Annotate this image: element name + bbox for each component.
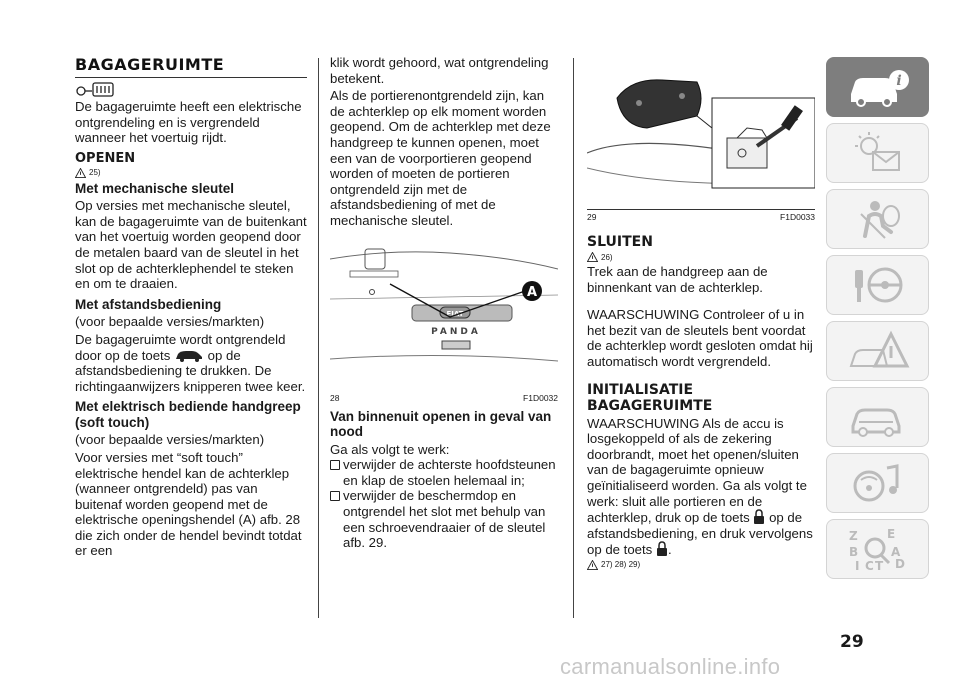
sluiten-warning: WAARSCHUWING Controleer of u in het bezit van de sleutels bent voordat de achterklep wordt gesloten omdat hij automatisch wordt vergrendeld.	[587, 307, 813, 369]
alphabet-index-icon	[843, 526, 913, 572]
warning-icon	[587, 252, 598, 262]
list-item	[330, 457, 558, 488]
figure-number: 29	[587, 212, 597, 222]
section-title-initialisatie: INITIALISATIE BAGAGERUIMTE	[587, 381, 713, 414]
figure-29	[587, 58, 815, 210]
svg-text:Z: Z	[848, 529, 858, 543]
section-title-bagageruimte: BAGAGERUIMTE	[75, 55, 225, 74]
initialisatie-text-part-1: WAARSCHUWING Als de accu is losgekoppeld of als de zekering doorbrandt, moet het openen/sluiten van de bagageruimte opnieuw geïnitialiseerd worden. Ga als volgt te werk: sluit alle portieren en de achterklep, druk op de toets	[587, 415, 807, 526]
afstandsbediening-text-part-1: De bagageruimte wordt ontgrendeld door op de toets	[75, 331, 286, 363]
sluiten-text: Trek aan de handgreep aan de binnenkant van de achterklep.	[587, 264, 768, 295]
car-maintenance-icon	[843, 394, 913, 440]
checkbox-bullet-icon	[330, 491, 340, 501]
column-1	[75, 55, 307, 559]
svg-text:E: E	[886, 527, 895, 541]
initialisatie-text-part-3: .	[667, 542, 672, 558]
intro-text: De bagageruimte heeft een elektrische ontgrendeling en is vergrendeld wanneer het voertuig rijdt.	[75, 99, 302, 146]
tab-emergency[interactable]	[826, 321, 929, 381]
svg-text:B: B	[848, 545, 858, 559]
figure-28-caption	[330, 393, 558, 403]
car-info-icon	[843, 64, 913, 110]
key-remote-icon	[75, 81, 307, 97]
initialisatie-text	[587, 416, 815, 558]
tab-maintenance[interactable]	[826, 387, 929, 447]
column-divider	[573, 58, 574, 618]
initialisatie-text-part-2: op de afstandsbediening, en druk vervolgens op de toets	[587, 510, 813, 558]
airbag-safety-icon	[843, 196, 913, 242]
column-2	[330, 55, 558, 551]
key-steering-icon	[843, 262, 913, 308]
figure-28	[330, 239, 558, 391]
figure-code: F1D0032	[523, 392, 558, 403]
dashboard-lights-icon	[843, 130, 913, 176]
heading-afstandsbediening: Met afstandsbediening	[75, 296, 222, 312]
section-title-openen: OPENEN	[75, 150, 136, 166]
checkbox-bullet-icon	[330, 460, 340, 470]
tab-multimedia[interactable]	[826, 453, 929, 513]
figure-29-caption	[587, 212, 815, 222]
afstandsbediening-text-part-2: op de afstandsbediening te drukken. De richtingaanwijzers knipperen twee keer.	[75, 347, 306, 394]
tailgate-handle-illustration	[330, 239, 558, 391]
list-item	[330, 488, 558, 550]
svg-text:C: C	[864, 559, 874, 572]
reference-number: 26)	[601, 252, 613, 262]
nood-text: Ga als volgt te werk:	[330, 441, 450, 457]
chapter-tabs	[826, 57, 929, 585]
fiat-badge-text: FIAT	[446, 309, 464, 318]
svg-text:T: T	[874, 559, 883, 572]
figure-label-a: A	[526, 284, 538, 300]
afstandsbediening-note: (voor bepaalde versies/markten)	[75, 314, 265, 330]
tab-car-info[interactable]	[826, 57, 929, 117]
multimedia-icon	[843, 460, 913, 506]
warning-triangle-icon	[843, 328, 913, 374]
tab-safety[interactable]	[826, 189, 929, 249]
column-3	[587, 58, 815, 570]
tab-key-steering[interactable]	[826, 255, 929, 315]
svg-text:I: I	[854, 559, 859, 572]
svg-text:D: D	[894, 557, 905, 571]
list-item-text: verwijder de beschermdop en ontgrendel het slot met behulp van een schroevendraaier of de sleutel afb. 29.	[343, 488, 546, 551]
soft-touch-note: (voor bepaalde versies/markten)	[75, 432, 265, 448]
reference-openen	[75, 168, 307, 178]
heading-soft-touch: Met elektrisch bediende handgreep (soft touch)	[75, 399, 301, 430]
tab-dashboard-lights[interactable]	[826, 123, 929, 183]
heading-mechanische-sleutel: Met mechanische sleutel	[75, 180, 235, 196]
figure-number: 28	[330, 392, 340, 403]
list-item-text: verwijder de achterste hoofdsteunen en klap de stoelen helemaal in;	[343, 457, 556, 488]
heading-nood: Van binnenuit openen in geval van nood	[330, 408, 552, 440]
tab-index[interactable]	[826, 519, 929, 579]
afstandsbediening-text	[75, 332, 307, 394]
watermark: carmanualsonline.info	[560, 654, 781, 679]
column-divider	[318, 58, 319, 618]
panda-lettering: PANDA	[431, 326, 481, 337]
mechanische-sleutel-text: Op versies met mechanische sleutel, kan de bagageruimte van de buitenkant van het voertuig worden geopend door de metalen baard van de sleutel in het slot op de achterklephendel te steken en om te draaien.	[75, 198, 307, 292]
title-rule	[75, 77, 307, 78]
lock-closed-icon	[753, 509, 765, 525]
warning-icon	[587, 560, 598, 570]
trunk-car-icon	[174, 349, 204, 362]
section-title-sluiten: SLUITEN	[587, 234, 653, 250]
reference-numbers: 27) 28) 29)	[601, 560, 641, 570]
emergency-release-illustration	[587, 58, 815, 210]
continuation-text: klik wordt gehoord, wat ontgrendeling betekent.	[330, 55, 549, 86]
portieren-text: Als de portierenontgrendeld zijn, kan de achterklep op elk moment worden geopend. Om de achterklep met deze handgreep te kunnen openen, moet een van de voorportieren geopend worden of moeten de portieren ontgrendeld zijn met de afstandsbediening of met de mechanische sleutel.	[330, 88, 551, 228]
svg-text:A: A	[890, 545, 900, 559]
lock-closed-icon	[656, 541, 668, 557]
svg-text:i: i	[895, 73, 902, 89]
reference-number: 25)	[89, 168, 101, 178]
page-number: 29	[840, 632, 864, 652]
soft-touch-text: Voor versies met “soft touch” elektrische hendel kan de achterklep (wanneer ontgrendeld) pas van buitenaf worden geopend met de elektrische openingshendel (A) afb. 28 die zich onder de hendel bevindt totdat er een	[75, 449, 302, 559]
reference-sluiten	[587, 252, 815, 262]
figure-code: F1D0033	[780, 212, 815, 222]
reference-initialisatie	[587, 560, 815, 570]
warning-icon	[75, 168, 86, 178]
